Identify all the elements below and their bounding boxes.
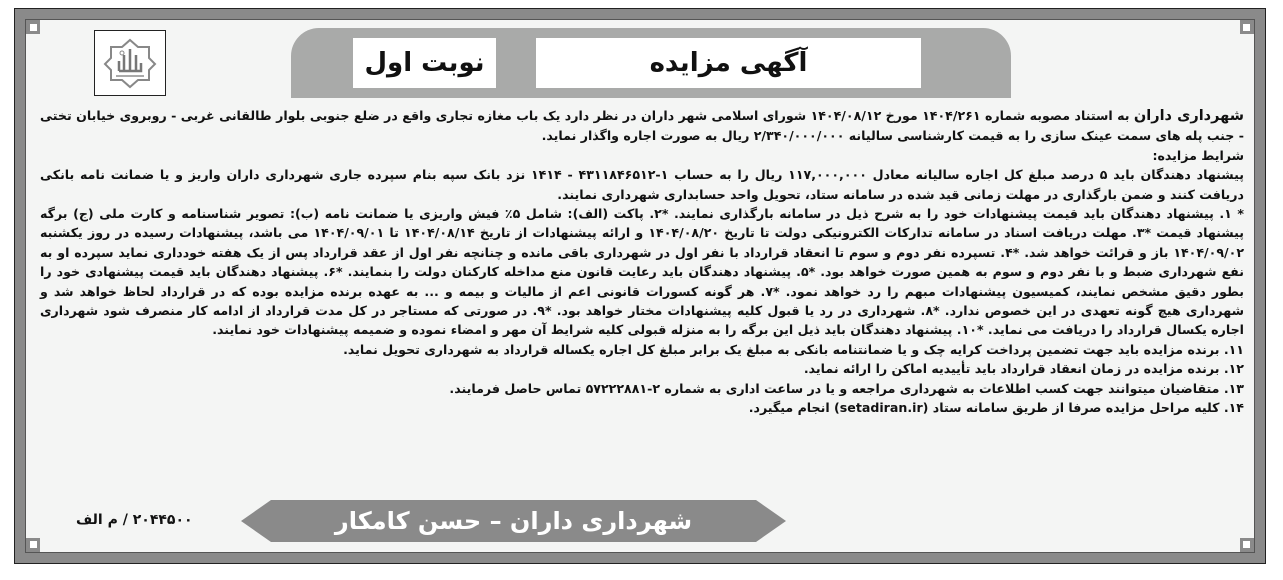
conditions-title: شرایط مزایده:: [1152, 147, 1244, 163]
org-name: شهرداری داران: [1133, 108, 1244, 124]
condition-item: پیشنهاد دهندگان باید ۵ درصد مبلغ کل اجاره سالیانه معادل ۱۱۷,۰۰۰,۰۰۰ ریال را به حساب ۱-۴۳۱۱۸۴۶۵۱۲ - ۱۴۱۴ نزد بانک سپه بنام سپرده جاری شهرداری داران واریز و یا ضمانت نامه بانکی دریافت کنند و ضمن بارگذاری در مهلت زمانی قید شده در سامانه ستاد، تحویل واحد حسابداری شهرداری نمایند.: [40, 167, 1244, 202]
condition-item: ۱۲. برنده مزایده در زمان انعقاد قرارداد باید تأییدیه اماکن را ارائه نماید.: [803, 361, 1244, 377]
corner-ornament: [1240, 538, 1254, 552]
ad-title: آگهی مزایده: [536, 38, 921, 88]
ad-body: [40, 106, 1244, 418]
publication-round: نوبت اول: [353, 38, 496, 88]
corner-ornament: [26, 538, 40, 552]
municipality-logo: [94, 30, 166, 96]
intro-text: به استناد مصوبه شماره ۱۴۰۴/۲۶۱ مورخ ۱۴۰۴/۰۸/۱۲ شورای اسلامی شهر داران در نظر دارد یک باب مغازه تجاری واقع در ضلع جنوبی بلوار طالقانی غربی - روبروی خیابان تختی - جنب پله های سمت عینک سازی را به قیمت کارشناسی سالیانه ۲/۳۴۰/۰۰۰/۰۰۰ ریال به صورت اجاره واگذار نماید.: [40, 108, 1244, 144]
signature-banner: [241, 498, 786, 544]
condition-item: * ۱. پیشنهاد دهندگان باید قیمت پیشنهادات خود را به شرح ذیل در سامانه بارگذاری نمایند. *۲. پاکت (الف): شامل ۵٪ فیش واریزی یا ضمانت نامه (ب): تصویر شناسنامه و کارت ملی (ج) برگه پیشنهاد قیمت *۳. مهلت دریافت اسناد در سامانه تدارکات الکترونیکی دولت تا تاریخ ۱۴۰۴/۰۸/۲۰ و ارائه پیشنهادات از تاریخ ۱۴۰۴/۰۸/۱۴ تا ۱۴۰۴/۰۹/۰۱ می باشد، پیشنهادات رسیده در روز یکشنبه ۱۴۰۴/۰۹/۰۲ باز و قرائت خواهد شد. *۴. تسپرده نفر دوم و سوم تا انعقاد قرارداد با نفر اول در شهرداری باقی مانده و چنانچه نفر اول از عقد قرارداد پس از یک هفته خودداری نماید سپرده او به نفع شهرداری ضبط و با نفر دوم و سوم به همین صورت خواهد بود. *۵. پیشنهاد دهندگان باید رعایت قانون منع مداخله کارکنان دولت را بنمایند. *۶. پیشنهاد دهندگان باید قیمت پیشنهادی خود را بطور دقیق مشخص نمایند، کمیسیون پیشنهادات مبهم را رد خواهد نمود. *۷. هر گونه کسورات قانونی اعم از مالیات و بیمه و ... به عهده برنده مزایده بوده که در قرارداد لحاظ خواهد شد و شهرداری هیچ گونه تعهدی در این خصوص ندارد. *۸. شهرداری در رد یا قبول کلیه پیشنهادات مختار خواهد بود. *۹. در صورتی که مستاجر در کل مدت قرارداد از ادامه کار منصرف شود شهرداری اجاره یکسال قرارداد را دریافت می نماید. *۱۰. پیشنهاد دهندگان باید ذیل این برگه را به منزله قبولی کلیه شرایط آن مهر و امضاء نموده و ضمیمه پیشنهادات خود نمایند.: [40, 206, 1245, 338]
intro-paragraph: [40, 106, 1244, 146]
corner-ornament: [26, 20, 40, 34]
corner-ornament: [1240, 20, 1254, 34]
condition-item: ۱۳. متقاضیان میتوانند جهت کسب اطلاعات به شهرداری مراجعه و یا در ساعت اداری به شماره ۲-۵۷۲۲۲۸۸۱ تماس حاصل فرمایند.: [449, 380, 1244, 396]
header-band: [291, 28, 1011, 98]
ad-frame: [14, 8, 1266, 564]
signature-text: شهرداری داران – حسن کامکار: [334, 507, 693, 535]
reference-number: ۲۰۴۴۵۰۰ / م الف: [76, 512, 193, 528]
condition-item: ۱۱. برنده مزایده باید جهت تضمین پرداخت کرایه چک و یا ضمانتنامه بانکی به مبلغ یک برابر مبلغ کل اجاره یکساله قرارداد به شهرداری تحویل نماید.: [343, 341, 1244, 357]
logo-emblem-icon: [102, 37, 158, 89]
ad-content: [25, 19, 1255, 553]
condition-item: ۱۴. کلیه مراحل مزایده صرفا از طریق سامانه ستاد (setadiran.ir) انجام میگیرد.: [748, 400, 1244, 416]
